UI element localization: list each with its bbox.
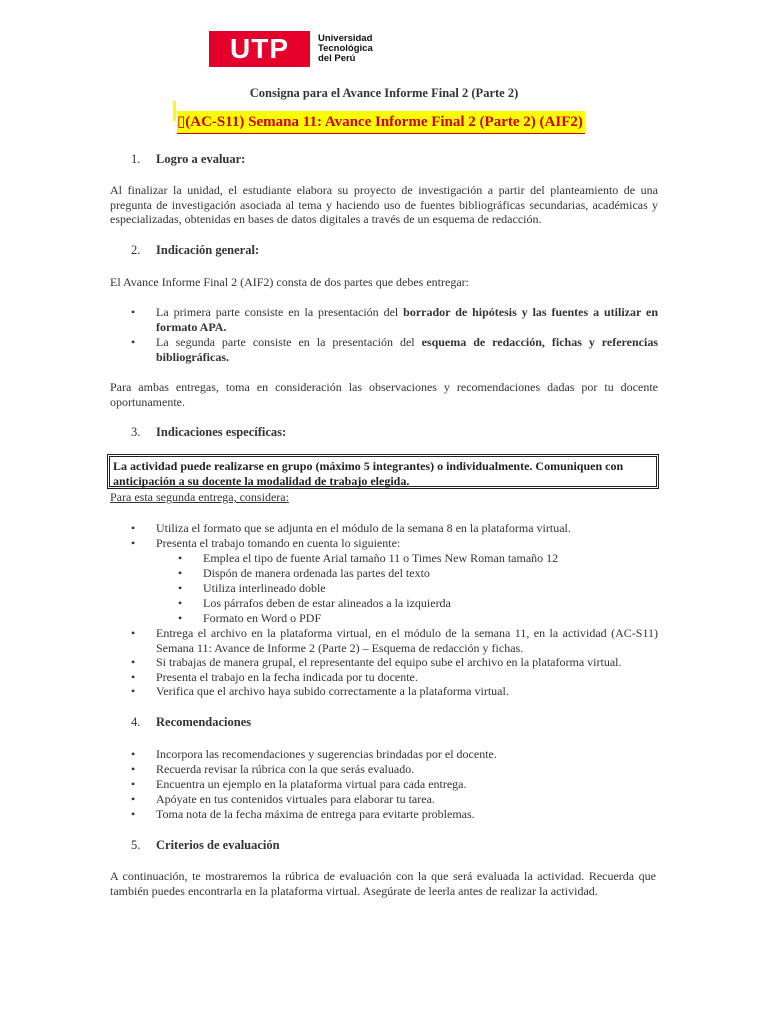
section-title: Recomendaciones xyxy=(156,715,252,729)
paragraph-criterios: A continuación, te mostraremos la rúbrica de evaluación con la que será evaluada la actividad. Recuerda que también puedes encontrarla en la plataforma virtual. Asegúrate de leerla antes de realizar la actividad. xyxy=(110,869,656,898)
list-item-text: Utiliza interlineado doble xyxy=(203,581,326,595)
list-item-text: Apóyate en tus contenidos virtuales para elaborar tu tarea. xyxy=(156,792,435,806)
list-item-text: Entrega el archivo en la plataforma virtual, en el módulo de la semana 11, en la actividad (AC-S11) Semana 11: Avance de Informe 2 (Parte 2) – Esquema de redacción y fichas. xyxy=(156,626,658,655)
bullet-icon: • xyxy=(131,670,136,684)
list-item-text: Incorpora las recomendaciones y sugerencias brindadas por el docente. xyxy=(156,747,497,761)
bullet-icon: • xyxy=(131,762,136,776)
section-number: 2. xyxy=(131,243,141,257)
list-item xyxy=(131,762,415,777)
list-item xyxy=(131,335,659,364)
list-item-text: Dispón de manera ordenada las partes del texto xyxy=(203,566,430,580)
list-item xyxy=(131,792,435,807)
paragraph-logro: Al finalizar la unidad, el estudiante elabora su proyecto de investigación a partir del planteamiento de una pregunta de investigación asociada al tema y haciendo uso de fuentes bibliográficas secundarias, académicas y especializadas, obtenidas en bases de datos digitales a través de un esquema de redacción. xyxy=(110,183,658,226)
sub-list-item xyxy=(178,551,559,566)
list-item xyxy=(131,521,571,536)
list-item-text: La segunda parte consiste en la presentación del xyxy=(156,335,422,349)
list-item-text: Toma nota de la fecha máxima de entrega para evitarte problemas. xyxy=(156,807,475,821)
document-title: Consigna para el Avance Informe Final 2 (Parte 2) xyxy=(249,86,519,100)
section-number: 3. xyxy=(131,425,141,439)
logo-line-1: Universidad xyxy=(318,33,373,44)
section-2-heading xyxy=(131,243,259,258)
sub-list-item xyxy=(178,596,451,611)
section-4-heading xyxy=(131,715,251,730)
section-number: 4. xyxy=(131,715,141,729)
list-item-text: Formato en Word o PDF xyxy=(203,611,322,625)
paragraph-indicacion: El Avance Informe Final 2 (AIF2) consta de dos partes que debes entregar: xyxy=(110,275,469,289)
logo-line-3: del Perú xyxy=(318,53,356,64)
sub-list-item xyxy=(178,566,430,581)
list-item-text: Recuerda revisar la rúbrica con la que serás evaluado. xyxy=(156,762,415,776)
list-item xyxy=(131,536,401,551)
bullet-icon: • xyxy=(131,335,136,349)
list-item-text: La primera parte consiste en la presentación del xyxy=(156,305,404,319)
list-item-text: Presenta el trabajo tomando en cuenta lo siguiente: xyxy=(156,536,401,550)
bullet-icon: • xyxy=(131,626,136,640)
bullet-icon: • xyxy=(178,551,183,565)
list-item xyxy=(131,670,418,685)
bullet-icon: • xyxy=(131,521,136,535)
section-5-heading xyxy=(131,838,280,853)
list-item xyxy=(131,777,467,792)
logo-letters-text: UTP xyxy=(230,33,289,64)
bullet-icon: • xyxy=(131,684,136,698)
bullet-icon: • xyxy=(131,807,136,821)
list-item xyxy=(131,807,475,822)
bullet-icon: • xyxy=(131,777,136,791)
section-title: Indicaciones específicas: xyxy=(156,425,287,439)
bullet-icon: • xyxy=(178,596,183,610)
logo-line-2: Tecnológica xyxy=(318,43,373,54)
list-item-bold: esquema de redacción, fichas y referencias bibliográficas. xyxy=(156,335,659,364)
bullet-icon: • xyxy=(131,536,136,550)
list-item-text: Encuentra un ejemplo en la plataforma virtual para cada entrega. xyxy=(156,777,467,791)
section-3-heading xyxy=(131,425,286,440)
logo-university-name xyxy=(318,34,373,64)
sub-list-item xyxy=(178,611,322,626)
list-item-bold: borrador de hipótesis y las fuentes a utilizar en formato APA. xyxy=(156,305,658,334)
section-title: Indicación general: xyxy=(156,243,260,257)
highlight-mark xyxy=(173,101,176,121)
bullet-icon: • xyxy=(178,611,183,625)
highlighted-activity-title xyxy=(177,111,585,134)
consider-label: Para esta segunda entrega, considera: xyxy=(110,490,289,504)
section-1-heading xyxy=(131,152,245,167)
bullet-icon: • xyxy=(131,747,136,761)
bullet-glyph: ▯ xyxy=(177,114,186,130)
list-item xyxy=(131,655,622,670)
section-title: Criterios de evaluación xyxy=(156,838,280,852)
section-title: Logro a evaluar: xyxy=(156,152,246,166)
list-item xyxy=(131,684,509,699)
group-notice-box: La actividad puede realizarse en grupo (máximo 5 integrantes) o individualmente. Comuniquen con anticipación a su docente la modalidad de trabajo elegida. xyxy=(109,456,657,487)
section-number: 1. xyxy=(131,152,141,166)
highlighted-activity-text: (AC-S11) Semana 11: Avance Informe Final 2 (Parte 2) (AIF2) xyxy=(185,114,583,130)
list-item-text: Presenta el trabajo en la fecha indicada por tu docente. xyxy=(156,670,418,684)
list-item-text: Si trabajas de manera grupal, el representante del equipo sube el archivo en la plataforma virtual. xyxy=(156,655,622,669)
bullet-icon: • xyxy=(131,655,136,669)
sub-list-item xyxy=(178,581,326,596)
paragraph-ambas-entregas: Para ambas entregas, toma en consideración las observaciones y recomendaciones dadas por tu docente oportunamente. xyxy=(110,380,658,409)
list-item-text: Utiliza el formato que se adjunta en el módulo de la semana 8 en la plataforma virtual. xyxy=(156,521,571,535)
list-item xyxy=(131,626,658,655)
section-number: 5. xyxy=(131,838,141,852)
logo-letters xyxy=(209,31,310,67)
list-item-text: Emplea el tipo de fuente Arial tamaño 11 o Times New Roman tamaño 12 xyxy=(203,551,559,565)
list-item-text: Los párrafos deben de estar alineados a la izquierda xyxy=(203,596,451,610)
list-item xyxy=(131,747,497,762)
utp-logo xyxy=(209,31,373,67)
bullet-icon: • xyxy=(131,792,136,806)
list-item-text: Verifica que el archivo haya subido correctamente a la plataforma virtual. xyxy=(156,684,509,698)
bullet-icon: • xyxy=(178,566,183,580)
bullet-icon: • xyxy=(131,305,136,319)
list-item xyxy=(131,305,658,334)
bullet-icon: • xyxy=(178,581,183,595)
